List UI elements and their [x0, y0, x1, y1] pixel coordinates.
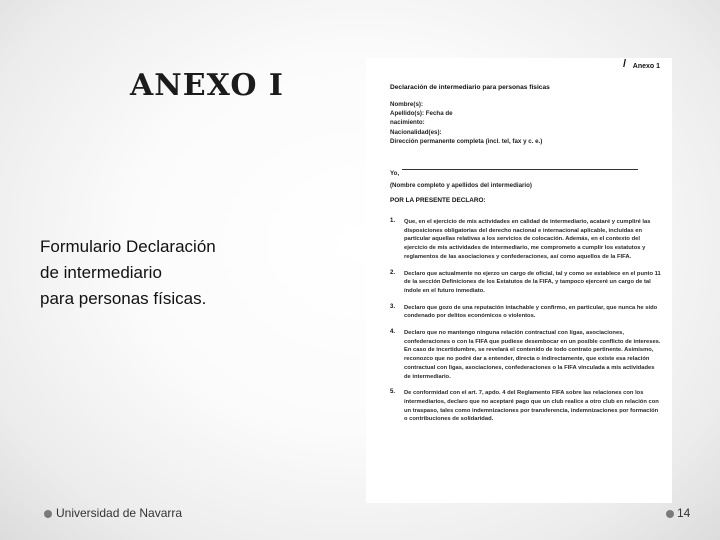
- item-text: Que, en el ejercicio de mis actividades en calidad de intermediario, acataré y cumpliré las disposiciones obligatorias del derecho nacional e internacional aplicable, incluidas en particular aquellas relativas a los servicios de colocación. Además, en el contexto del ejercicio de mis actividades de intermediario, me comprometo a cumplir los estatutos y reglamentos de las asociaciones y confederaciones, así como aquellos de la FIFA.: [404, 219, 651, 260]
- declaration-list: [390, 218, 662, 432]
- list-item: [390, 304, 662, 321]
- subtitle-line: de intermediario: [40, 263, 162, 282]
- item-number: 1.: [390, 218, 396, 224]
- field-label: nacimiento:: [390, 119, 425, 127]
- declare-heading: POR LA PRESENTE DECLARO:: [390, 197, 486, 204]
- yo-label: Yo,: [390, 170, 400, 177]
- page-number: 14: [677, 506, 691, 520]
- footer-organization: Universidad de Navarra: [56, 506, 183, 520]
- list-item: [390, 270, 662, 296]
- field-label: Dirección permanente completa (incl. tel, fax y c. e.): [390, 137, 543, 145]
- list-item: [390, 329, 662, 381]
- subtitle-line: Formulario Declaración: [40, 237, 216, 256]
- name-note: (Nombre completo y apellidos del intermediario): [390, 182, 532, 189]
- footer-bullet-icon: [44, 510, 52, 518]
- document-heading: Declaración de intermediario para personas físicas: [390, 84, 550, 91]
- document-image: [366, 58, 672, 503]
- field-label: Nombre(s):: [390, 101, 424, 108]
- subtitle-line: para personas físicas.: [40, 289, 207, 308]
- name-rule: [402, 169, 638, 170]
- field-label: Apellido(s): Fecha de: [390, 110, 453, 118]
- item-number: 4.: [390, 329, 396, 336]
- annex-label: Anexo 1: [632, 63, 660, 70]
- document-fields: [390, 100, 660, 146]
- item-text: Declaro que no mantengo ninguna relación contractual con ligas, asociaciones, confederaciones o con la FIFA que pudiese desembocar en un posible conflicto de intereses. En caso de incertidumbre, se revelará el contenido de todo contrato pertinente. Asimismo, reconozco que no podré dar a entender, directa o indirectamente, que existe esa relación contractual con ligas, asociaciones, confederaciones o la FIFA vinculada a mis actividades de intermediario.: [404, 330, 661, 380]
- page-bullet-icon: [666, 510, 674, 518]
- item-text: Declaro que actualmente no ejerzo un cargo de oficial, tal y como se establece en el punto 11 de la sección Definiciones de los Estatutos de la FIFA, y tampoco ejerceré un cargo de tal índole en el futuro inmediato.: [404, 270, 661, 294]
- signature-line: [390, 162, 638, 189]
- list-item: [390, 389, 662, 424]
- field-label: Nacionalidad(es):: [390, 128, 442, 136]
- item-text: De conformidad con el art. 7, apdo. 4 del Reglamento FIFA sobre las relaciones con los intermediarios, declaro que no aceptaré pago que un club realice a otro club en relación con un traspaso, tales como indemnizaciones por transferencia, indemnizaciones por formación o contribuciones de solidaridad.: [404, 390, 659, 423]
- slide-subtitle: [40, 234, 340, 312]
- document-slash-mark: /: [622, 58, 626, 70]
- item-number: 5.: [390, 389, 396, 396]
- list-item: [390, 218, 662, 262]
- item-text: Declaro que gozo de una reputación intachable y confirmo, en particular, que nunca he sido condenado por delitos económicos o violentos.: [404, 304, 658, 320]
- item-number: 3.: [390, 303, 396, 310]
- item-number: 2.: [390, 269, 396, 276]
- slide-title: ANEXO I: [130, 68, 284, 103]
